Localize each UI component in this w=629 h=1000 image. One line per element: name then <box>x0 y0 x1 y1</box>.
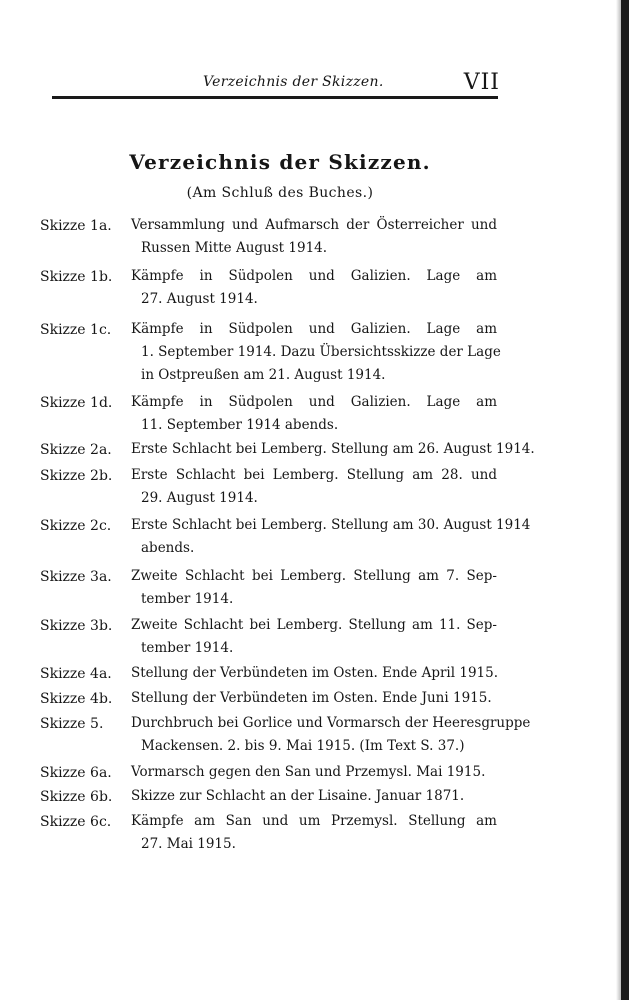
entry-text <box>131 785 497 808</box>
entry-label: Skizze 4a. <box>40 666 112 682</box>
entry-line: Erste Schlacht bei Lemberg. Stellung am 28. und <box>131 467 497 483</box>
entry-text <box>131 712 531 758</box>
entry-text <box>131 391 497 437</box>
entry-label: Skizze 3a. <box>40 569 112 585</box>
entry-line: Durchbruch bei Gorlice und Vormarsch der Heeresgruppe <box>131 715 531 731</box>
entry-text <box>131 514 531 560</box>
header-rule <box>52 96 498 99</box>
entry-line: Kämpfe in Südpolen und Galizien. Lage am <box>131 268 497 284</box>
entry-line: Erste Schlacht bei Lemberg. Stellung am 26. August 1914. <box>131 441 535 457</box>
entry-line: tember 1914. <box>141 640 234 656</box>
entry-text <box>131 662 497 685</box>
page-title: Verzeichnis der Skizzen. <box>129 150 431 174</box>
entry-line: Zweite Schlacht bei Lemberg. Stellung am 11. Sep- <box>131 617 497 633</box>
entry-label: Skizze 4b. <box>40 691 113 707</box>
entry-line: 1. September 1914. Dazu Übersichtsskizze der Lage <box>141 344 501 360</box>
entry-label: Skizze 2a. <box>40 442 112 458</box>
entry-line: Kämpfe am San und um Przemysl. Stellung am <box>131 813 497 829</box>
entry-label: Skizze 6c. <box>40 814 112 830</box>
entry-line: abends. <box>141 540 195 556</box>
entry-line: 27. Mai 1915. <box>141 836 236 852</box>
entry-label: Skizze 2c. <box>40 518 112 534</box>
entry-line: Kämpfe in Südpolen und Galizien. Lage am <box>131 321 497 337</box>
entry-line: Zweite Schlacht bei Lemberg. Stellung am 7. Sep- <box>131 568 497 584</box>
entry-line: Vormarsch gegen den San und Przemysl. Mai 1915. <box>131 764 486 780</box>
entry-line: Russen Mitte August 1914. <box>141 240 328 256</box>
entry-text <box>131 761 497 784</box>
entry-line: Kämpfe in Südpolen und Galizien. Lage am <box>131 394 497 410</box>
entry-text <box>131 810 497 856</box>
entry-text <box>131 214 497 260</box>
entry-line: Skizze zur Schlacht an der Lisaine. Januar 1871. <box>131 788 465 804</box>
entry-text <box>131 438 535 461</box>
entry-line: 29. August 1914. <box>141 490 258 506</box>
running-header-title: Verzeichnis der Skizzen. <box>203 74 384 90</box>
entry-line: 27. August 1914. <box>141 291 258 307</box>
entry-line: tember 1914. <box>141 591 234 607</box>
entry-line: Stellung der Verbündeten im Osten. Ende Juni 1915. <box>131 690 492 706</box>
entry-label: Skizze 5. <box>40 716 104 732</box>
entry-label: Skizze 6a. <box>40 765 112 781</box>
entry-line: 11. September 1914 abends. <box>141 417 339 433</box>
entry-label: Skizze 2b. <box>40 468 113 484</box>
entry-label: Skizze 1c. <box>40 322 112 338</box>
entry-text <box>131 687 497 710</box>
page-edge <box>621 0 629 1000</box>
entry-label: Skizze 1a. <box>40 218 112 234</box>
entry-text <box>131 265 497 311</box>
entry-label: Skizze 3b. <box>40 618 113 634</box>
entry-text <box>131 565 497 611</box>
running-header <box>58 70 498 98</box>
entry-text <box>131 614 497 660</box>
entry-line: Erste Schlacht bei Lemberg. Stellung am 30. August 1914 <box>131 517 531 533</box>
entry-line: in Ostpreußen am 21. August 1914. <box>141 367 386 383</box>
entry-label: Skizze 1b. <box>40 269 113 285</box>
entry-label: Skizze 1d. <box>40 395 113 411</box>
entry-text <box>131 464 497 510</box>
entry-line: Stellung der Verbündeten im Osten. Ende April 1915. <box>131 665 498 681</box>
entry-line: Versammlung und Aufmarsch der Österreicher und <box>131 217 497 233</box>
entry-line: Mackensen. 2. bis 9. Mai 1915. (Im Text S. 37.) <box>141 738 465 754</box>
page-subtitle: (Am Schluß des Buches.) <box>186 185 374 201</box>
page-number: VII <box>463 70 500 95</box>
entry-label: Skizze 6b. <box>40 789 113 805</box>
entry-text <box>131 318 501 387</box>
